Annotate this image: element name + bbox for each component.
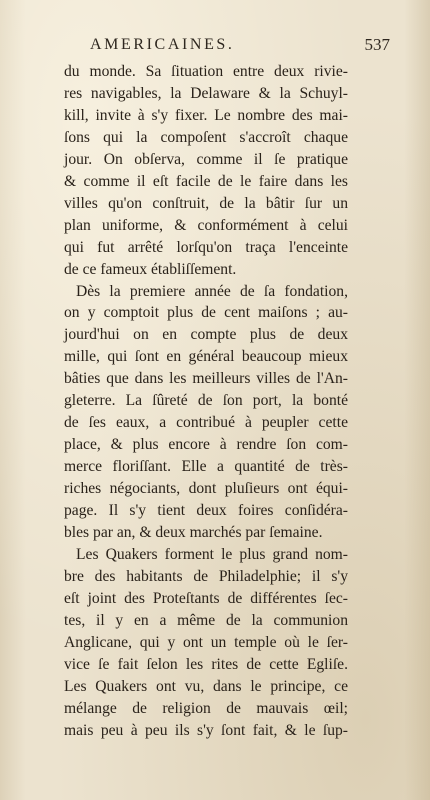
page-number: 537	[364, 35, 390, 54]
text-line: page. Il s'y tient deux foires conſidéra-	[64, 502, 348, 520]
text-line: place, & plus encore à rendre ſon com-	[64, 436, 348, 454]
running-head-title: AMERICAINES.	[90, 36, 235, 53]
text-line: kill, invite à s'y fixer. Le nombre des mai-	[64, 106, 348, 124]
text-line: bles par an, & deux marchés par ſemaine.	[64, 524, 323, 542]
text-line: & comme il eſt facile de le faire dans les	[64, 172, 348, 190]
text-line: Les Quakers forment le plus grand nom-	[76, 545, 348, 563]
text-line: gleterre. La ſûreté de ſon port, la bonté	[64, 392, 348, 410]
paragraph	[64, 61, 348, 281]
text-line: vice ſe fait ſelon les rites de cette Egliſe.	[64, 655, 348, 673]
text-line: mille, qui ſont en général beaucoup mieux	[64, 348, 348, 366]
text-line: villes qu'on conſtruit, de la bâtir ſur un	[64, 194, 348, 212]
text-line: bâties que dans les meilleurs villes de l'An-	[64, 370, 348, 388]
paragraph	[64, 544, 348, 742]
text-line: jourd'hui on en compte plus de deux	[64, 326, 348, 344]
text-line: riches négociants, dont pluſieurs ont équi-	[64, 480, 348, 498]
text-line: eſt joint des Proteſtants de différentes ſec-	[64, 589, 348, 607]
text-line: mais peu à peu ils s'y ſont fait, & le ſup-	[64, 721, 348, 739]
running-head	[90, 36, 390, 58]
text-line: qui fut arrêté lorſqu'on traça l'enceinte	[64, 238, 348, 256]
text-line: on y comptoit plus de cent maiſons ; au-	[64, 304, 348, 322]
text-line: du monde. Sa ſituation entre deux rivie-	[64, 63, 348, 80]
text-line: tes, il y en a même de la communion	[64, 611, 348, 629]
paragraph	[64, 281, 348, 544]
text-line: mélange de religion de mauvais œil;	[64, 699, 348, 717]
text-line: merce floriſſant. Elle a quantité de très-	[64, 458, 348, 476]
text-line: Anglicane, qui y ont un temple où le ſer-	[64, 633, 348, 651]
text-line: de ce fameux établiſſement.	[64, 260, 237, 278]
text-line: ſons qui la compoſent s'accroît chaque	[64, 128, 348, 146]
text-line: plan uniforme, & conformément à celui	[64, 216, 348, 234]
text-line: jour. On obſerva, comme il ſe pratique	[64, 150, 348, 168]
text-line: Dès la premiere année de ſa fondation,	[76, 282, 348, 300]
text-line: res navigables, la Delaware & la Schuyl-	[64, 84, 348, 102]
text-line: de ſes eaux, a contribué à peupler cette	[64, 414, 348, 432]
text-line: Les Quakers ont vu, dans le principe, ce	[64, 677, 348, 695]
body-text	[64, 61, 348, 742]
text-line: bre des habitants de Philadelphie; il s'y	[64, 567, 348, 585]
